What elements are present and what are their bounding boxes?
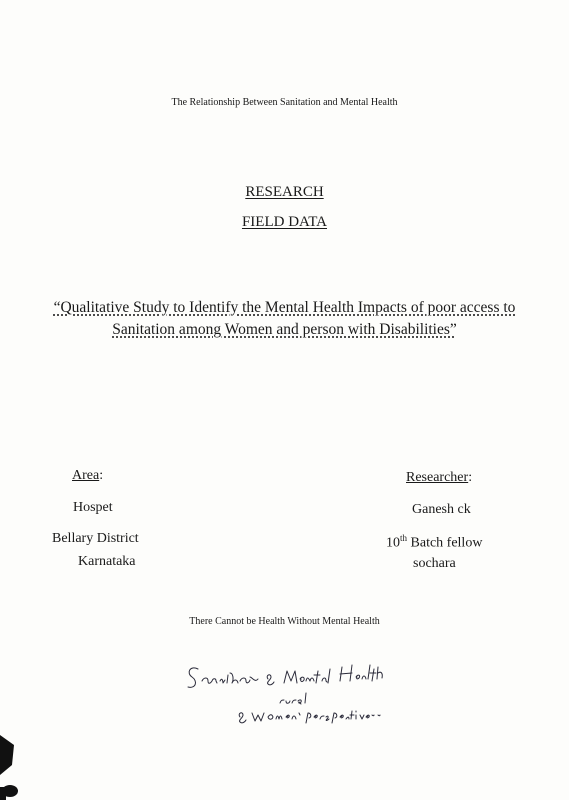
researcher-batch: 10th Batch fellow [386, 533, 483, 551]
heading-research: RESEARCH [245, 184, 324, 200]
heading-field-data: FIELD DATA [241, 214, 328, 230]
area-state: Karnataka [78, 554, 136, 569]
handwritten-note [180, 655, 420, 735]
area-town: Hospet [73, 500, 113, 515]
study-title [40, 297, 529, 341]
document-footer: There Cannot be Health Without Mental Health [189, 616, 380, 627]
binder-shadow [0, 735, 22, 800]
researcher-label: Researcher: [406, 470, 473, 485]
researcher-name: Ganesh ck [412, 502, 471, 517]
study-title-text: “Qualitative Study to Identify the Mental Health Impacts of poor access to Sanitation among Women and person with Disabilities” [53, 299, 516, 338]
area-label: Area: [72, 468, 104, 483]
document-header: The Relationship Between Sanitation and Mental Health [171, 97, 398, 108]
researcher-org: sochara [413, 556, 456, 571]
area-district: Bellary District [52, 531, 139, 546]
